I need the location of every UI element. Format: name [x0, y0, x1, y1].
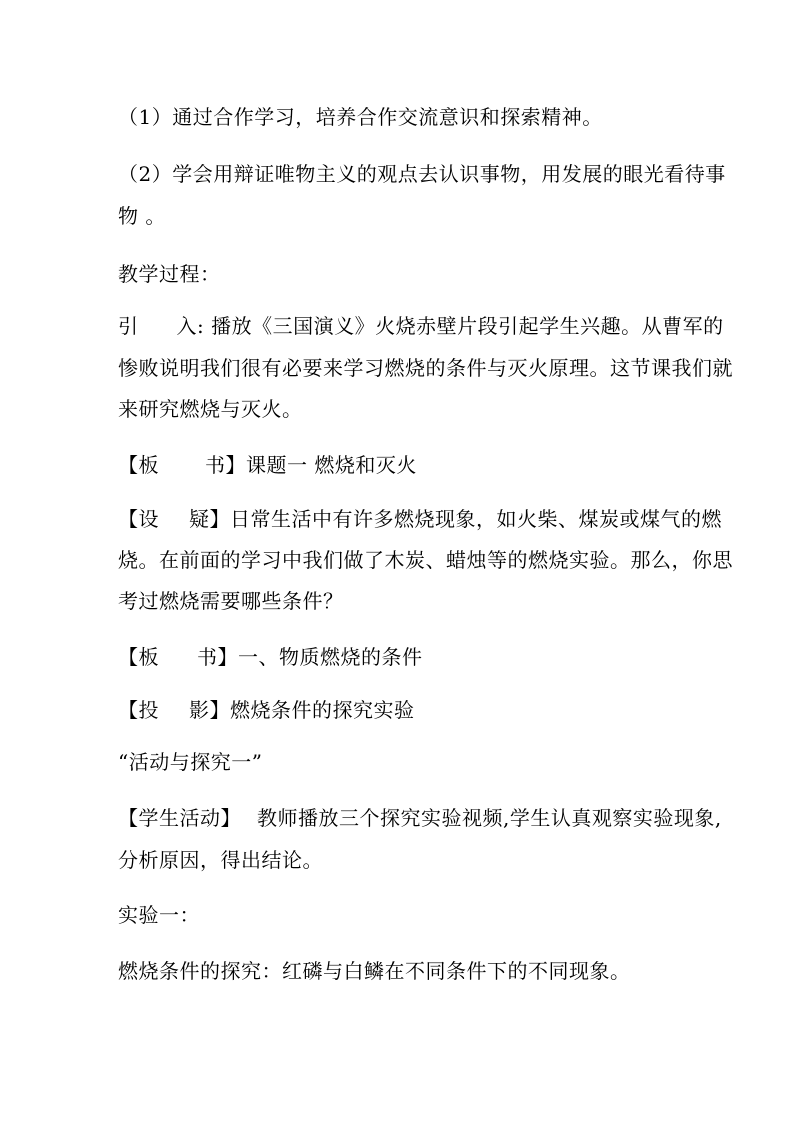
projection-label-a: 【投: [118, 698, 159, 722]
board-2-label-b: 书】: [197, 645, 238, 669]
board-1-label-a: 【板: [118, 453, 159, 477]
experiment-text: 燃烧条件的探究：红磷与白鳞在不同条件下的不同现象。: [118, 959, 631, 983]
experiment-heading: 实验一：: [118, 903, 200, 927]
question-label-b: 疑】: [189, 507, 230, 531]
intro-label-b: 入:: [176, 314, 205, 338]
activity-title: “活动与探究一”: [118, 750, 263, 774]
projection-text: 燃烧条件的探究实验: [230, 698, 415, 722]
goal-item-2-line-1: （2）学会用辩证唯物主义的观点去认识事物，用发展的眼光看待事: [118, 162, 726, 186]
intro-label-a: 引: [118, 314, 139, 338]
student-label: 【学生活动】: [118, 806, 241, 830]
question-line-2: 烧。在前面的学习中我们做了木炭、蜡烛等的燃烧实验。那么，你思: [118, 548, 733, 572]
student-line-1: [118, 806, 722, 830]
goal-item-1: （1）通过合作学习，培养合作交流意识和探索精神。: [118, 105, 603, 129]
intro-text-1: 播放《三国演义》火烧赤壁片段引起学生兴趣。从曹军的: [204, 314, 724, 338]
intro-line-1: [118, 314, 724, 338]
student-text-1: 教师播放三个探究实验视频,学生认真观察实验现象,: [257, 806, 722, 830]
board-2: [118, 645, 423, 669]
question-line-1: [118, 507, 722, 531]
question-text-1: 日常生活中有许多燃烧现象，如火柴、煤炭或煤气的燃: [230, 507, 722, 531]
projection-label-b: 影】: [189, 698, 230, 722]
intro-line-3: 来研究燃烧与灭火。: [118, 397, 303, 421]
process-heading: 教学过程：: [118, 262, 221, 286]
student-line-2: 分析原因，得出结论。: [118, 848, 323, 872]
projection: [118, 698, 415, 722]
question-line-3: 考过燃烧需要哪些条件？: [118, 589, 344, 613]
board-2-label-a: 【板: [118, 645, 159, 669]
board-1-label-b: 书】: [205, 453, 246, 477]
board-1-text: 课题一 燃烧和灭火: [246, 453, 417, 477]
board-2-text: 一、物质燃烧的条件: [238, 645, 423, 669]
board-1: [118, 453, 417, 477]
intro-line-2: 惨败说明我们很有必要来学习燃烧的条件与灭火原理。这节课我们就: [118, 356, 733, 380]
question-label-a: 【设: [118, 507, 159, 531]
goal-item-2-line-2: 物 。: [118, 204, 166, 228]
